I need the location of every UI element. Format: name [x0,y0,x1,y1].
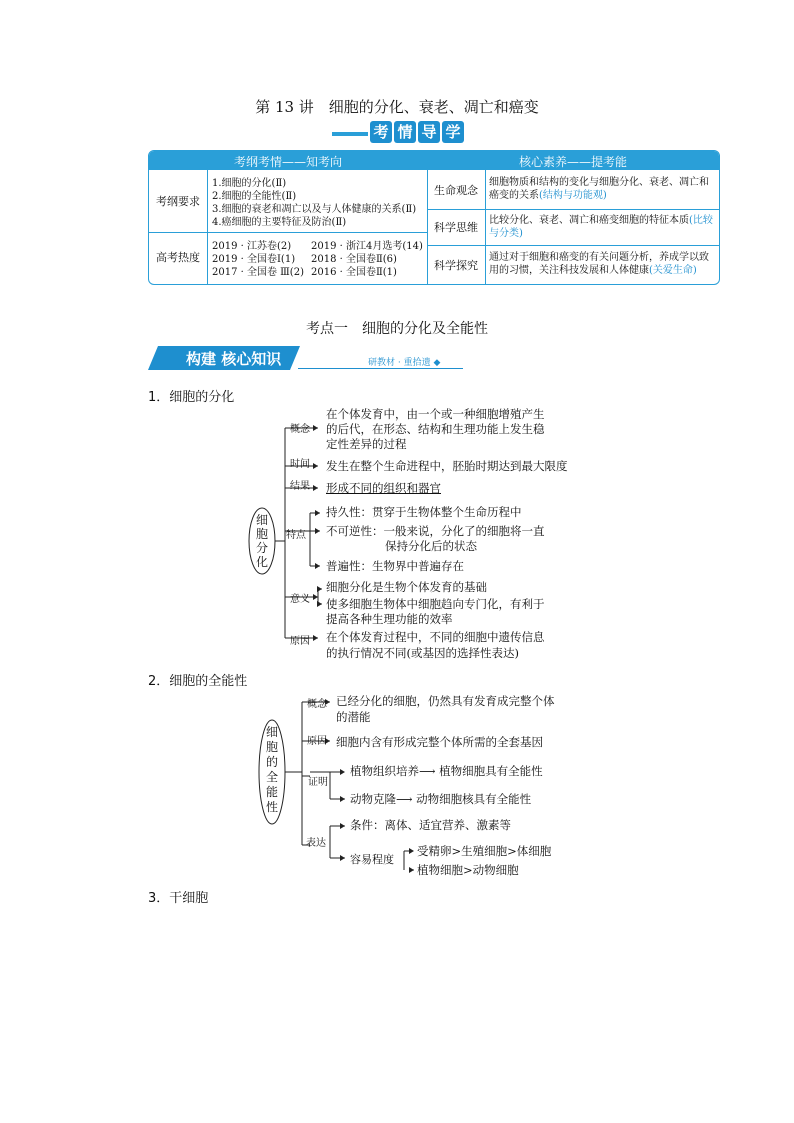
label-proof: 证明 [308,777,328,788]
s2-reason: 细胞内含有形成完整个体所需的全套基因 [336,735,543,749]
condition: 条件：离体、适宜营养、激素等 [350,818,511,832]
feature-1: 持久性：贯穿于生物体整个生命历程中 [326,505,522,519]
label-reason: 原因 [290,636,310,647]
row-label: 科学思维 [434,221,478,234]
hot-list-right: 2019 · 浙江4月选考(14) 2018 · 全国卷Ⅱ(6) 2016 · 全国卷Ⅱ(1) [311,241,423,278]
label-concept: 概念 [307,699,327,710]
req-label: 考纲要求 [156,195,200,208]
reason-2: 的执行情况不同(或基因的选择性表达) [326,646,519,660]
proof-2: 动物克隆⟶ 动物细胞核具有全能性 [350,792,532,806]
label-time: 时间 [290,459,310,470]
meaning-2: 使多细胞生物体中细胞趋向专门化，有利于 [326,597,545,611]
build-right: 研教材 · 重拾遗 ◆ [368,358,441,368]
feature-2b: 保持分化后的状态 [385,539,477,553]
kaodian-title: 考点一 细胞的分化及全能性 [306,321,488,337]
build-text: 构建 核心知识 [186,350,282,368]
section2-heading: 2．细胞的全能性 [148,674,248,689]
label-express: 表达 [306,838,326,849]
s2-concept-b: 的潜能 [336,710,371,724]
banner-char: 导 [418,121,440,143]
label-concept: 概念 [290,424,310,435]
row-label: 生命观念 [434,184,478,197]
feature-3: 普遍性：生物界中普遍存在 [326,559,464,573]
label-meaning: 意义 [290,594,310,605]
header-right: 核心素养——提考能 [518,155,627,169]
row-text: 通过对于细胞和癌变的有关问题分析，养成学以致用的习惯，关注科技发展和人体健康(关爱生命) [489,252,709,276]
ease-1: 受精卵>生殖细胞>体细胞 [417,844,552,858]
meaning-1: 细胞分化是生物个体发育的基础 [326,580,487,594]
row-text: 细胞物质和结构的变化与细胞分化、衰老、凋亡和癌变的关系(结构与功能观) [489,177,709,201]
label-result: 结果 [290,481,310,492]
header-left: 考纲考情——知考向 [233,155,342,169]
banner-char: 考 [370,121,392,143]
banner-char: 学 [442,121,464,143]
meaning-2b: 提高各种生理功能的效率 [326,612,453,626]
hot-label: 高考热度 [156,251,200,264]
section3-heading: 3．干细胞 [148,891,209,906]
label-reason: 原因 [307,736,327,747]
label-feature: 特点 [286,530,306,541]
page-title: 第 13 讲 细胞的分化、衰老、凋亡和癌变 [255,98,539,116]
proof-1: 植物组织培养⟶ 植物细胞具有全能性 [350,764,543,778]
ease-2: 植物细胞>动物细胞 [417,863,519,877]
row-label: 科学探究 [434,259,478,272]
hot-list-left: 2019 · 江苏卷(2) 2019 · 全国卷Ⅰ(1) 2017 · 全国卷 Ⅲ(2) [212,241,304,278]
time-text: 发生在整个生命进程中，胚胎时期达到最大限度 [326,459,568,473]
section1-heading: 1．细胞的分化 [148,390,235,405]
feature-2: 不可逆性：一般来说，分化了的细胞将一直 [326,524,545,538]
banner-char: 情 [394,121,416,143]
s1-center: 细胞分化 [256,513,269,569]
req-list: 1.细胞的分化(Ⅱ) 2.细胞的全能性(Ⅱ) 3.细胞的衰老和凋亡以及与人体健康的关系(Ⅱ) 4.癌细胞的主要特征及防治(Ⅱ) [212,178,417,228]
ease-label: 容易程度 [350,853,394,866]
s2-concept: 已经分化的细胞，仍然具有发育成完整个体 [336,694,555,708]
row-text: 比较分化、衰老、凋亡和癌变细胞的特征本质(比较与分类) [489,215,713,239]
result-text: 形成不同的组织和器官 [326,481,441,495]
s2-center: 细胞的全能性 [266,725,279,814]
concept-text: 在个体发育中，由一个或一种细胞增殖产生 的后代，在形态、结构和生理功能上发生稳 定性差异的过程 [326,407,545,451]
reason-1: 在个体发育过程中，不同的细胞中遗传信息 [326,630,545,644]
